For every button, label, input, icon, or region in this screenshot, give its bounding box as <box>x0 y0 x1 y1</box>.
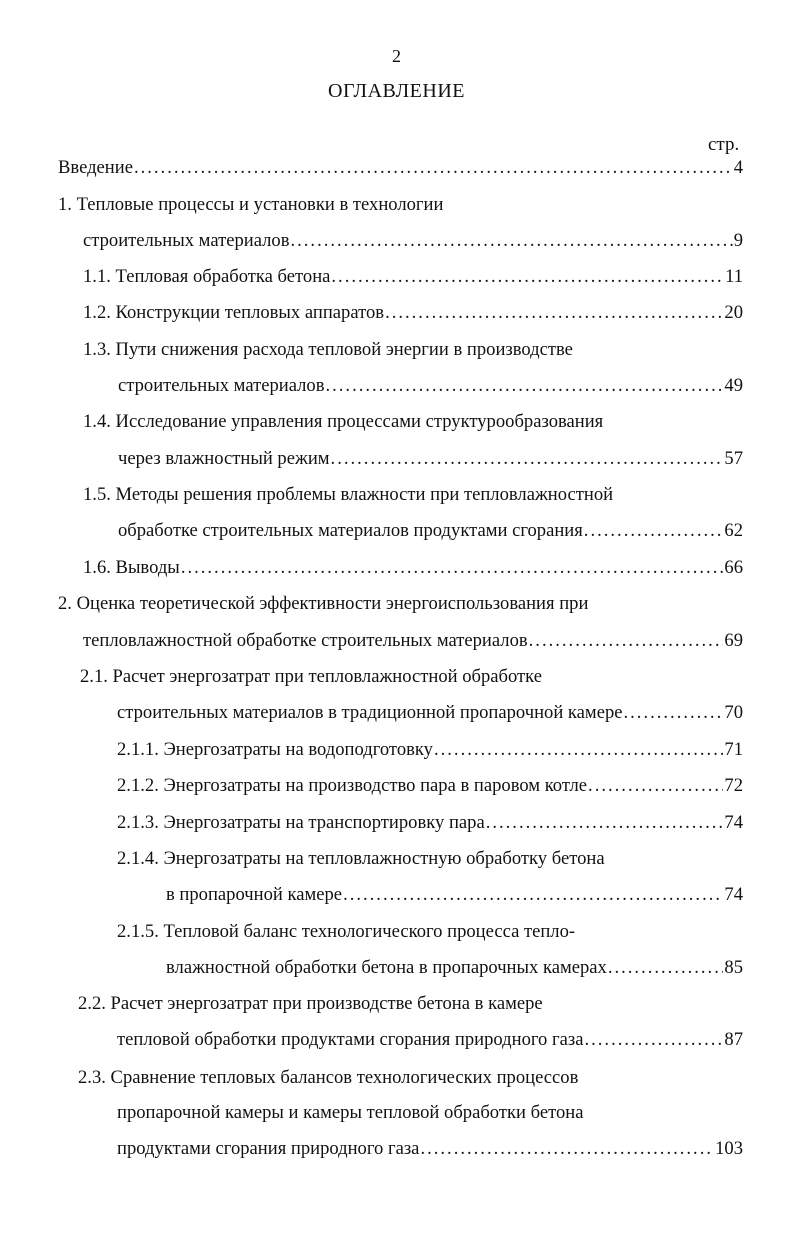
toc-entry-text: 2.1.3. Энергозатраты на транспортировку пара <box>117 812 485 833</box>
toc-entry-text: 2.1. Расчет энергозатрат при тепловлажностной обработке <box>80 666 543 687</box>
toc-entry <box>118 446 743 472</box>
page-number: 2 <box>392 46 401 66</box>
toc-entry-text: 1.2. Конструкции тепловых аппаратов <box>83 302 385 323</box>
toc-entry-text: 1. Тепловые процессы и установки в технологии <box>58 194 444 215</box>
toc-entry <box>117 1100 583 1126</box>
toc-entry-text: в пропарочной камере <box>166 884 343 905</box>
toc-entry-page: 66 <box>724 557 743 578</box>
toc-entry-page: 74 <box>724 812 743 833</box>
dot-leader <box>584 518 724 544</box>
toc-entry-text: 2. Оценка теоретической эффективности энергоиспользования при <box>58 593 589 614</box>
toc-entry-page: 85 <box>724 957 743 978</box>
toc-entry <box>117 773 743 799</box>
toc-entry <box>83 555 743 581</box>
toc-entry-text: 1.1. Тепловая обработка бетона <box>83 266 331 287</box>
page-column-label: стр. <box>708 134 740 155</box>
toc-entry-page: 70 <box>724 702 743 723</box>
dot-leader <box>608 955 724 981</box>
toc-entry <box>166 955 743 981</box>
dot-leader <box>420 1136 714 1162</box>
toc-entry-page: 71 <box>724 739 743 760</box>
toc-entry-page: 62 <box>724 520 743 541</box>
toc-entry <box>166 882 743 908</box>
toc-entry-text: 2.3. Сравнение тепловых балансов технологических процессов <box>78 1067 579 1088</box>
toc-entry-text: продуктами сгорания природного газа <box>117 1138 420 1159</box>
toc-entry-page: 69 <box>724 630 743 651</box>
toc-entry <box>117 846 605 872</box>
toc-entry-text: тепловой обработки продуктами сгорания природного газа <box>117 1029 584 1050</box>
dot-leader <box>588 773 723 799</box>
toc-entry-text: строительных материалов в традиционной пропарочной камере <box>117 702 623 723</box>
toc-entry <box>117 1027 743 1053</box>
toc-entry <box>83 300 743 326</box>
toc-entry <box>83 337 573 363</box>
toc-entry-text: через влажностный режим <box>118 448 330 469</box>
dot-leader <box>624 700 724 726</box>
dot-leader <box>331 446 724 472</box>
toc-entry-text: строительных материалов <box>118 375 325 396</box>
toc-entry <box>117 919 575 945</box>
dot-leader <box>331 264 724 290</box>
page-title: ОГЛАВЛЕНИЕ <box>328 80 465 102</box>
toc-entry-page: 9 <box>733 230 743 251</box>
toc-entry <box>118 518 743 544</box>
toc-entry <box>83 628 743 654</box>
toc-entry <box>117 1136 743 1162</box>
toc-entry-text: 1.3. Пути снижения расхода тепловой энергии в производстве <box>83 339 573 360</box>
toc-entry-page: 74 <box>724 884 743 905</box>
toc-entry-page: 4 <box>733 157 743 178</box>
toc-entry <box>117 700 743 726</box>
dot-leader <box>343 882 723 908</box>
toc-entry-text: 2.1.4. Энергозатраты на тепловлажностную обработку бетона <box>117 848 605 869</box>
toc-entry-text: 2.1.5. Тепловой баланс технологического процесса тепло- <box>117 921 576 942</box>
toc-entry-text: 2.2. Расчет энергозатрат при производстве бетона в камере <box>78 993 543 1014</box>
dot-leader <box>584 1027 723 1053</box>
toc-entry-text: пропарочной камеры и камеры тепловой обработки бетона <box>117 1102 584 1123</box>
dot-leader <box>434 737 723 763</box>
dot-leader <box>181 555 724 581</box>
toc-entry-page: 87 <box>724 1029 743 1050</box>
toc-entry-text: обработке строительных материалов продуктами сгорания <box>118 520 583 541</box>
toc-entry <box>80 664 542 690</box>
toc-entry <box>58 155 743 181</box>
toc-entry <box>78 1065 578 1091</box>
toc-entry-page: 57 <box>724 448 743 469</box>
toc-entry-page: 103 <box>715 1138 743 1159</box>
toc-entry-text: 1.4. Исследование управления процессами структурообразования <box>83 411 604 432</box>
toc-entry-text: 2.1.2. Энергозатраты на производство пара в паровом котле <box>117 775 588 796</box>
dot-leader <box>325 373 723 399</box>
toc-entry-text: Введение <box>58 157 133 178</box>
dot-leader <box>486 810 724 836</box>
toc-entry <box>117 810 743 836</box>
toc-entry-text: 1.6. Выводы <box>83 557 180 578</box>
toc-entry-text: 1.5. Методы решения проблемы влажности при тепловлажностной <box>83 484 614 505</box>
toc-entry <box>118 373 743 399</box>
dot-leader <box>385 300 723 326</box>
toc-entry <box>83 482 613 508</box>
toc-entry-text: влажностной обработки бетона в пропарочных камерах <box>166 957 607 978</box>
toc-entry <box>117 737 743 763</box>
toc-entry-page: 20 <box>724 302 743 323</box>
toc-entry <box>83 264 743 290</box>
toc-entry-page: 11 <box>725 266 743 287</box>
dot-leader <box>134 155 733 181</box>
dot-leader <box>529 628 724 654</box>
toc-entry <box>58 591 588 617</box>
toc-entry-page: 72 <box>724 775 743 796</box>
toc-entry <box>83 409 603 435</box>
toc-entry-text: строительных материалов <box>83 230 290 251</box>
toc-entry <box>83 228 743 254</box>
toc-entry-page: 49 <box>724 375 743 396</box>
toc-entry <box>58 192 443 218</box>
dot-leader <box>290 228 732 254</box>
toc-entry <box>78 991 543 1017</box>
toc-entry-text: тепловлажностной обработке строительных материалов <box>83 630 528 651</box>
toc-entry-text: 2.1.1. Энергозатраты на водоподготовку <box>117 739 433 760</box>
